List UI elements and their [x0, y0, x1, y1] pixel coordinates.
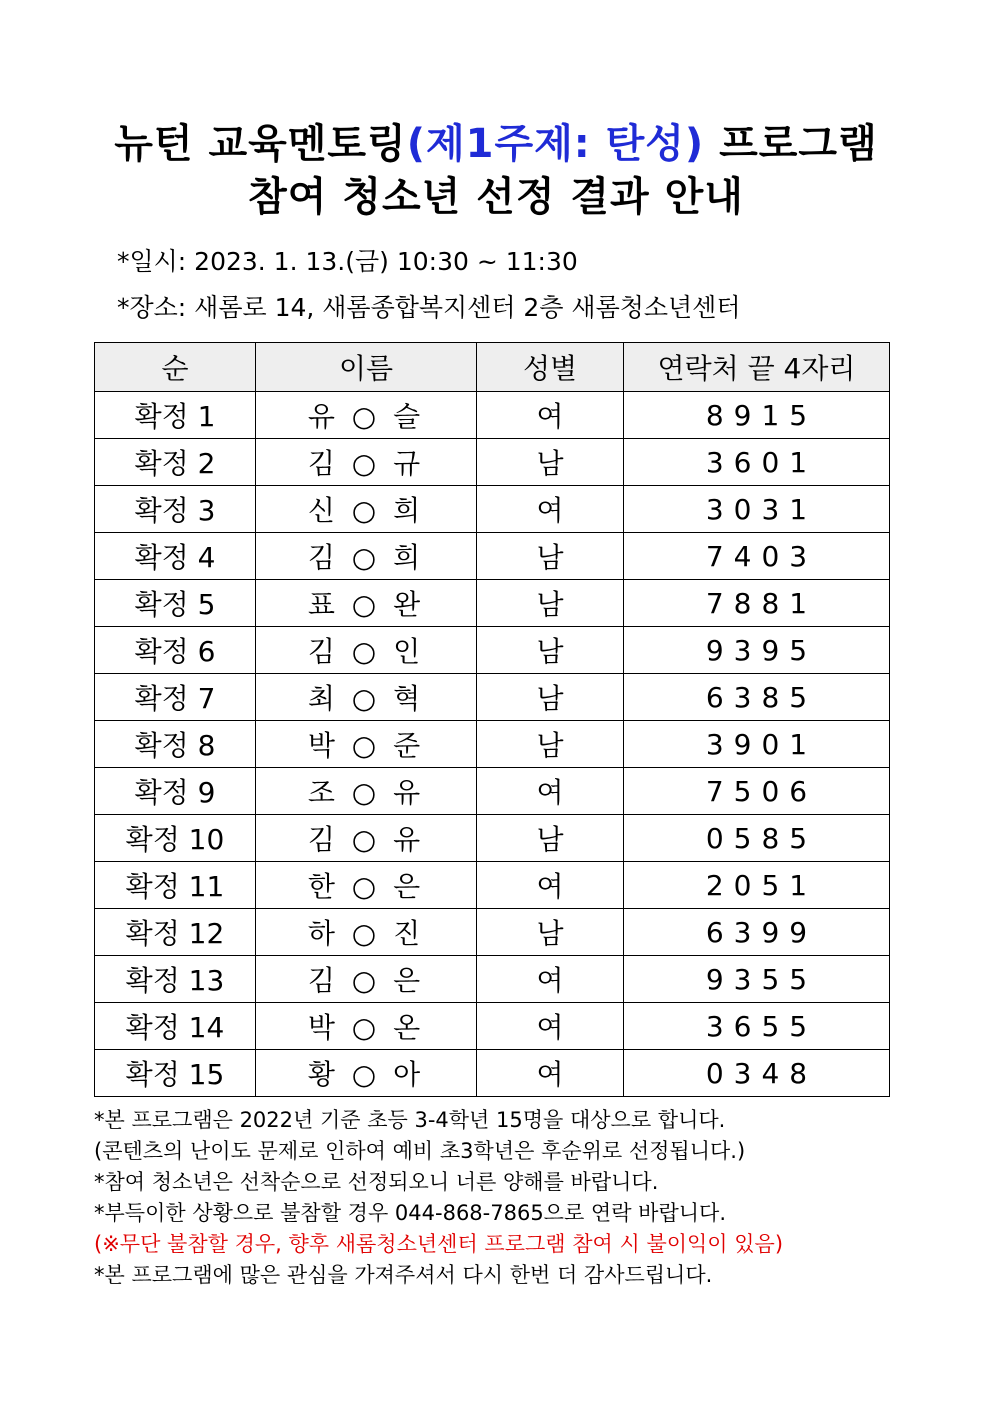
cell-order: 확정 13 [95, 956, 256, 1003]
cell-order: 확정 10 [95, 815, 256, 862]
cell-name: 김 ○ 유 [256, 815, 477, 862]
cell-phone: 3601 [624, 439, 890, 486]
cell-order: 확정 11 [95, 862, 256, 909]
table-header-row [95, 343, 890, 392]
cell-gender: 여 [477, 392, 624, 439]
header-phone: 연락처 끝 4자리 [624, 343, 890, 392]
cell-gender: 남 [477, 815, 624, 862]
cell-name: 김 ○ 규 [256, 439, 477, 486]
cell-name: 박 ○ 온 [256, 1003, 477, 1050]
title-prefix: 뉴턴 교육멘토링 [114, 121, 407, 167]
table-row [95, 627, 890, 674]
table-row [95, 721, 890, 768]
cell-order: 확정 15 [95, 1050, 256, 1097]
cell-gender: 여 [477, 768, 624, 815]
notes-section [94, 1105, 783, 1291]
selection-result-table [94, 342, 890, 1097]
cell-name: 표 ○ 완 [256, 580, 477, 627]
document-subtitle: 참여 청소년 선정 결과 안내 [248, 174, 744, 220]
table-row [95, 674, 890, 721]
cell-gender: 남 [477, 909, 624, 956]
warning-note: (※무단 불참할 경우, 향후 새롬청소년센터 프로그램 참여 시 불이익이 있음) [94, 1232, 784, 1256]
cell-phone: 2051 [624, 862, 890, 909]
cell-gender: 여 [477, 956, 624, 1003]
cell-gender: 여 [477, 486, 624, 533]
cell-order: 확정 8 [95, 721, 256, 768]
title-suffix: 프로그램 [704, 121, 878, 167]
cell-order: 확정 5 [95, 580, 256, 627]
cell-phone: 3031 [624, 486, 890, 533]
cell-name: 한 ○ 은 [256, 862, 477, 909]
cell-gender: 여 [477, 862, 624, 909]
note-line: *참여 청소년은 선착순으로 선정되오니 너른 양해를 바랍니다. [94, 1170, 659, 1194]
cell-gender: 여 [477, 1050, 624, 1097]
table-row [95, 1003, 890, 1050]
title-topic: (제1주제: 탄성) [406, 121, 705, 167]
table-row [95, 956, 890, 1003]
table-row [95, 909, 890, 956]
note-line: (콘텐츠의 난이도 문제로 인하여 예비 초3학년은 후순위로 선정됩니다.) [94, 1139, 746, 1163]
table-row [95, 486, 890, 533]
cell-phone: 8915 [624, 392, 890, 439]
table-row [95, 533, 890, 580]
cell-order: 확정 1 [95, 392, 256, 439]
cell-order: 확정 9 [95, 768, 256, 815]
table-body [95, 392, 890, 1097]
table-row [95, 768, 890, 815]
header-order: 순 [95, 343, 256, 392]
cell-phone: 3655 [624, 1003, 890, 1050]
cell-gender: 남 [477, 721, 624, 768]
note-line: *본 프로그램에 많은 관심을 가져주셔서 다시 한번 더 감사드립니다. [94, 1263, 713, 1287]
cell-name: 김 ○ 은 [256, 956, 477, 1003]
note-line: *부득이한 상황으로 불참할 경우 044-868-7865으로 연락 바랍니다. [94, 1201, 726, 1225]
cell-gender: 남 [477, 627, 624, 674]
cell-name: 박 ○ 준 [256, 721, 477, 768]
cell-phone: 0585 [624, 815, 890, 862]
event-place: *장소: 새롬로 14, 새롬종합복지센터 2층 새롬청소년센터 [117, 293, 741, 322]
cell-order: 확정 4 [95, 533, 256, 580]
document-title [0, 112, 992, 169]
cell-phone: 3901 [624, 721, 890, 768]
cell-order: 확정 12 [95, 909, 256, 956]
note-line: *본 프로그램은 2022년 기준 초등 3-4학년 15명을 대상으로 합니다. [94, 1108, 726, 1132]
table-row [95, 862, 890, 909]
cell-name: 하 ○ 진 [256, 909, 477, 956]
event-datetime: *일시: 2023. 1. 13.(금) 10:30 ~ 11:30 [117, 247, 578, 276]
cell-phone: 7881 [624, 580, 890, 627]
cell-name: 최 ○ 혁 [256, 674, 477, 721]
cell-name: 조 ○ 유 [256, 768, 477, 815]
cell-phone: 9355 [624, 956, 890, 1003]
cell-gender: 남 [477, 674, 624, 721]
table-row [95, 439, 890, 486]
cell-gender: 남 [477, 439, 624, 486]
cell-phone: 6399 [624, 909, 890, 956]
header-name: 이름 [256, 343, 477, 392]
cell-phone: 9395 [624, 627, 890, 674]
table-row [95, 815, 890, 862]
cell-order: 확정 6 [95, 627, 256, 674]
cell-phone: 0348 [624, 1050, 890, 1097]
table-row [95, 580, 890, 627]
cell-phone: 6385 [624, 674, 890, 721]
cell-gender: 남 [477, 533, 624, 580]
cell-order: 확정 3 [95, 486, 256, 533]
cell-phone: 7403 [624, 533, 890, 580]
cell-order: 확정 7 [95, 674, 256, 721]
cell-name: 김 ○ 인 [256, 627, 477, 674]
cell-order: 확정 2 [95, 439, 256, 486]
cell-phone: 7506 [624, 768, 890, 815]
cell-name: 김 ○ 희 [256, 533, 477, 580]
cell-name: 신 ○ 희 [256, 486, 477, 533]
header-gender: 성별 [477, 343, 624, 392]
cell-name: 유 ○ 슬 [256, 392, 477, 439]
cell-order: 확정 14 [95, 1003, 256, 1050]
table-row [95, 1050, 890, 1097]
cell-gender: 남 [477, 580, 624, 627]
cell-gender: 여 [477, 1003, 624, 1050]
table-row [95, 392, 890, 439]
cell-name: 황 ○ 아 [256, 1050, 477, 1097]
